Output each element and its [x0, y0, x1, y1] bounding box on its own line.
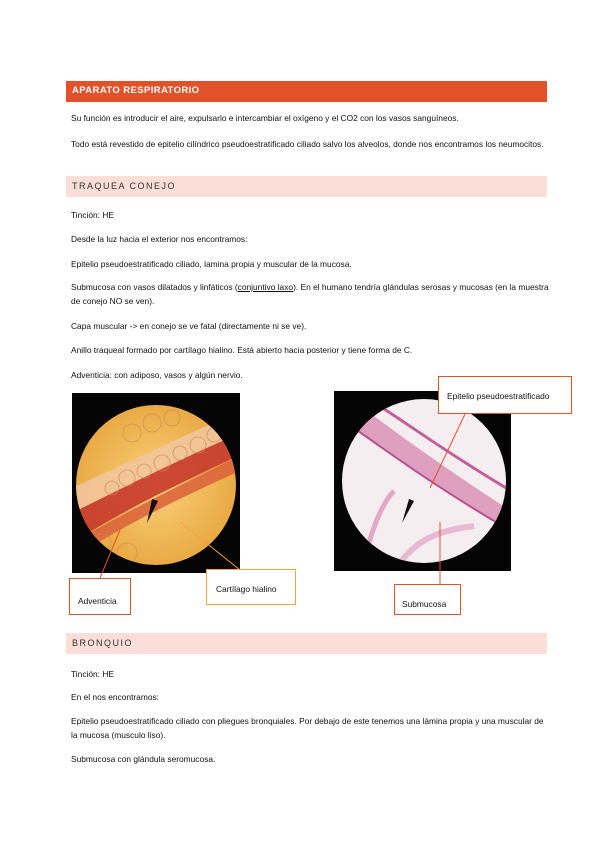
paragraph: En el nos encontramos: — [71, 692, 159, 702]
paragraph: Epitelio pseudoestratificado ciliado con pliegues bronquiales. Por debajo de este tenemos una lámina propia y una muscular de la mucosa (musculo liso). — [71, 716, 544, 740]
label-text: Submucosa — [402, 599, 447, 609]
underlined-term: conjuntivo laxo — [237, 282, 294, 292]
label-text: Adventicia — [78, 596, 117, 606]
section-title: BRONQUIO — [72, 638, 134, 648]
paragraph: Capa muscular -> en conejo se ve fatal (directamente ni se ve). — [71, 321, 307, 331]
paragraph: Su función es introducir el aire, expulsarlo e intercambiar el oxígeno y el CO2 con los vasos sanguíneos. — [71, 113, 459, 123]
tincion-text: Tinción: HE — [71, 669, 114, 679]
paragraph: Adventicia: con adiposo, vasos y algún nervio. — [71, 370, 243, 380]
label-adventicia — [69, 578, 131, 615]
paragraph: Anillo traqueal formado por cartílago hialino. Está abierto hacia posterior y tiene forma de C. — [71, 345, 413, 355]
paragraph: Epitelio pseudoestratificado ciliado, lamina propia y muscular de la mucosa. — [71, 259, 352, 269]
label-cartilago-hialino — [206, 569, 296, 605]
text-fragment: ). En el humano tendría glándulas serosas y mucosas (en la muestra de conejo NO se ven). — [71, 282, 549, 306]
label-submucosa — [394, 584, 461, 615]
paragraph: Desde la luz hacia el exterior nos encontramos: — [71, 234, 248, 244]
tincion-text: Tinción: HE — [71, 210, 114, 220]
label-epitelio-pseudoestratificado — [438, 376, 572, 414]
paragraph: Submucosa con glándula seromucosa. — [71, 754, 216, 764]
section-title: APARATO RESPIRATORIO — [72, 85, 200, 96]
section-title: TRAQUEA CONEJO — [72, 181, 177, 191]
label-text: Epitelio pseudoestratificado — [447, 391, 550, 401]
text-fragment: Submucosa con vasos dilatados y linfáticos ( — [71, 282, 238, 292]
section-header-bronquio — [66, 633, 547, 654]
label-text: Cartílago hialino — [216, 584, 277, 594]
paragraph: Todo está revestido de epitelio cilíndrico pseudoestratificado ciliado salvo los alveolos, donde nos encontramos los neumocitos. — [71, 139, 544, 149]
